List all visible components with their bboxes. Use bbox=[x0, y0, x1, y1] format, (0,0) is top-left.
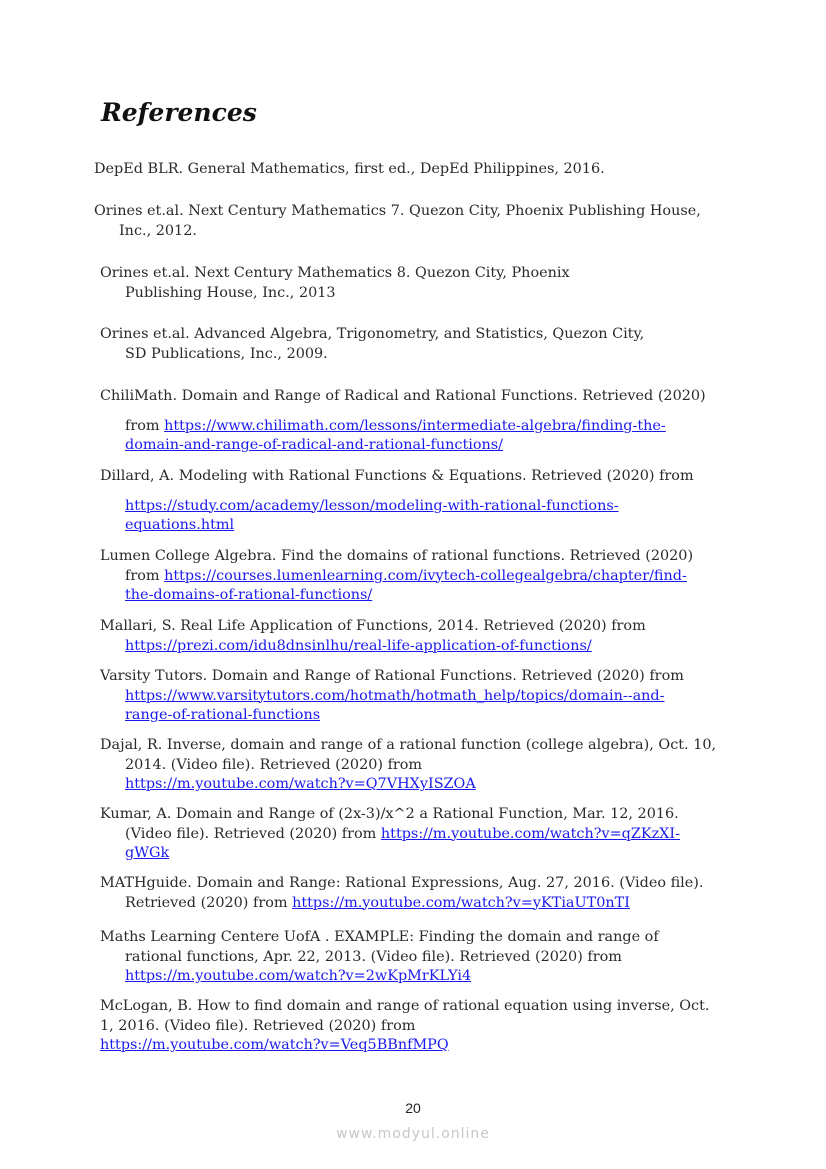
reference-entry bbox=[100, 264, 570, 303]
reference-text: Lumen College Algebra. Find the domains of rational functions. Retrieved (2020) bbox=[100, 548, 694, 564]
reference-entry bbox=[100, 387, 706, 456]
reference-link-line bbox=[100, 825, 680, 845]
reference-url-link[interactable]: https://prezi.com/idu8dnsinlhu/real-life-application-of-functions/ bbox=[125, 637, 592, 654]
reference-text: Maths Learning Centere UofA . EXAMPLE: Finding the domain and range of bbox=[100, 929, 659, 945]
reference-entry bbox=[100, 997, 709, 1056]
reference-text: SD Publications, Inc., 2009. bbox=[125, 345, 328, 362]
reference-url-link[interactable]: equations.html bbox=[125, 517, 235, 533]
reference-text: (Video file). Retrieved (2020) from bbox=[125, 825, 381, 842]
reference-url-link[interactable]: https://m.youtube.com/watch?v=Q7VHXyISZOA bbox=[125, 776, 476, 792]
watermark: www.modyul.online bbox=[336, 1126, 490, 1142]
reference-entry bbox=[100, 928, 659, 987]
reference-text: Retrieved (2020) from bbox=[125, 894, 293, 911]
reference-url-link[interactable]: gWGk bbox=[125, 845, 170, 861]
reference-text: Dajal, R. Inverse, domain and range of a rational function (college algebra), Oct. 10, bbox=[100, 737, 717, 753]
reference-text: Orines et.al. Next Century Mathematics 8. Quezon City, Phoenix bbox=[100, 265, 570, 281]
reference-text: Orines et.al. Next Century Mathematics 7. Quezon City, Phoenix Publishing House, bbox=[94, 203, 701, 219]
reference-link-line bbox=[100, 844, 680, 864]
reference-entry bbox=[100, 805, 680, 864]
reference-text: McLogan, B. How to find domain and range of rational equation using inverse, Oct. bbox=[100, 998, 710, 1014]
reference-text: Dillard, A. Modeling with Rational Functions & Equations. Retrieved (2020) from bbox=[100, 468, 694, 484]
reference-url-link[interactable]: https://www.chilimath.com/lessons/intermediate-algebra/finding-the- bbox=[164, 417, 666, 434]
reference-text: from bbox=[125, 567, 165, 584]
reference-text: Kumar, A. Domain and Range of (2x-3)/x^2 a Rational Function, Mar. 12, 2016. bbox=[100, 806, 679, 822]
reference-link-line bbox=[100, 637, 646, 657]
reference-url-link[interactable]: https://www.varsitytutors.com/hotmath/hotmath_help/topics/domain--and- bbox=[125, 687, 665, 704]
reference-link-line bbox=[100, 775, 716, 795]
reference-url-link[interactable]: https://m.youtube.com/watch?v=yKTiaUT0nTI bbox=[292, 894, 630, 911]
reference-url-link[interactable]: https://m.youtube.com/watch?v=Veq5BBnfMPQ bbox=[100, 1037, 449, 1053]
reference-entry bbox=[100, 617, 646, 656]
reference-text: Mallari, S. Real Life Application of Functions, 2014. Retrieved (2020) from bbox=[100, 618, 646, 634]
reference-text: from bbox=[125, 417, 165, 434]
page-number: 20 bbox=[405, 1100, 421, 1116]
reference-url-link[interactable]: https://courses.lumenlearning.com/ivytech-collegealgebra/chapter/find- bbox=[164, 567, 687, 584]
reference-entry bbox=[100, 467, 694, 536]
reference-entry bbox=[94, 202, 701, 241]
reference-text: 1, 2016. (Video file). Retrieved (2020) from bbox=[100, 1017, 416, 1034]
reference-entry bbox=[100, 667, 684, 726]
reference-link-line bbox=[100, 436, 706, 456]
reference-url-link[interactable]: domain-and-range-of-radical-and-rational-functions/ bbox=[125, 437, 504, 453]
reference-link-line bbox=[100, 516, 694, 536]
reference-text: Orines et.al. Advanced Algebra, Trigonometry, and Statistics, Quezon City, bbox=[100, 326, 645, 342]
reference-url-link[interactable]: https://study.com/academy/lesson/modeling-with-rational-functions- bbox=[125, 497, 619, 514]
reference-link-line bbox=[100, 567, 693, 587]
reference-url-link[interactable]: the-domains-of-rational-functions/ bbox=[125, 587, 373, 603]
reference-url-link[interactable]: https://m.youtube.com/watch?v=2wKpMrKLYi4 bbox=[125, 968, 472, 984]
reference-entry bbox=[94, 160, 605, 180]
reference-entry bbox=[100, 736, 716, 795]
reference-url-link[interactable]: https://m.youtube.com/watch?v=qZKzXI- bbox=[380, 825, 680, 842]
reference-text: DepEd BLR. General Mathematics, first ed., DepEd Philippines, 2016. bbox=[94, 161, 605, 177]
reference-link-line bbox=[100, 497, 694, 517]
page-title: References bbox=[101, 98, 257, 127]
reference-link-line bbox=[100, 894, 704, 914]
reference-entry bbox=[100, 325, 644, 364]
reference-entry bbox=[100, 547, 693, 606]
reference-link-line bbox=[100, 706, 684, 726]
reference-entry bbox=[100, 874, 704, 913]
reference-text: ChiliMath. Domain and Range of Radical and Rational Functions. Retrieved (2020) bbox=[100, 388, 706, 404]
reference-text: rational functions, Apr. 22, 2013. (Video file). Retrieved (2020) from bbox=[125, 948, 622, 965]
reference-text: 2014. (Video file). Retrieved (2020) from bbox=[125, 756, 423, 773]
reference-link-line bbox=[100, 1036, 709, 1056]
reference-link-line bbox=[100, 417, 706, 437]
reference-text: Inc., 2012. bbox=[119, 222, 197, 239]
reference-url-link[interactable]: range-of-rational-functions bbox=[125, 707, 321, 723]
reference-text: MATHguide. Domain and Range: Rational Expressions, Aug. 27, 2016. (Video file). bbox=[100, 875, 704, 891]
reference-link-line bbox=[100, 586, 693, 606]
reference-text: Varsity Tutors. Domain and Range of Rational Functions. Retrieved (2020) from bbox=[100, 668, 684, 684]
reference-link-line bbox=[100, 967, 659, 987]
reference-link-line bbox=[100, 687, 684, 707]
reference-text: Publishing House, Inc., 2013 bbox=[125, 284, 336, 301]
